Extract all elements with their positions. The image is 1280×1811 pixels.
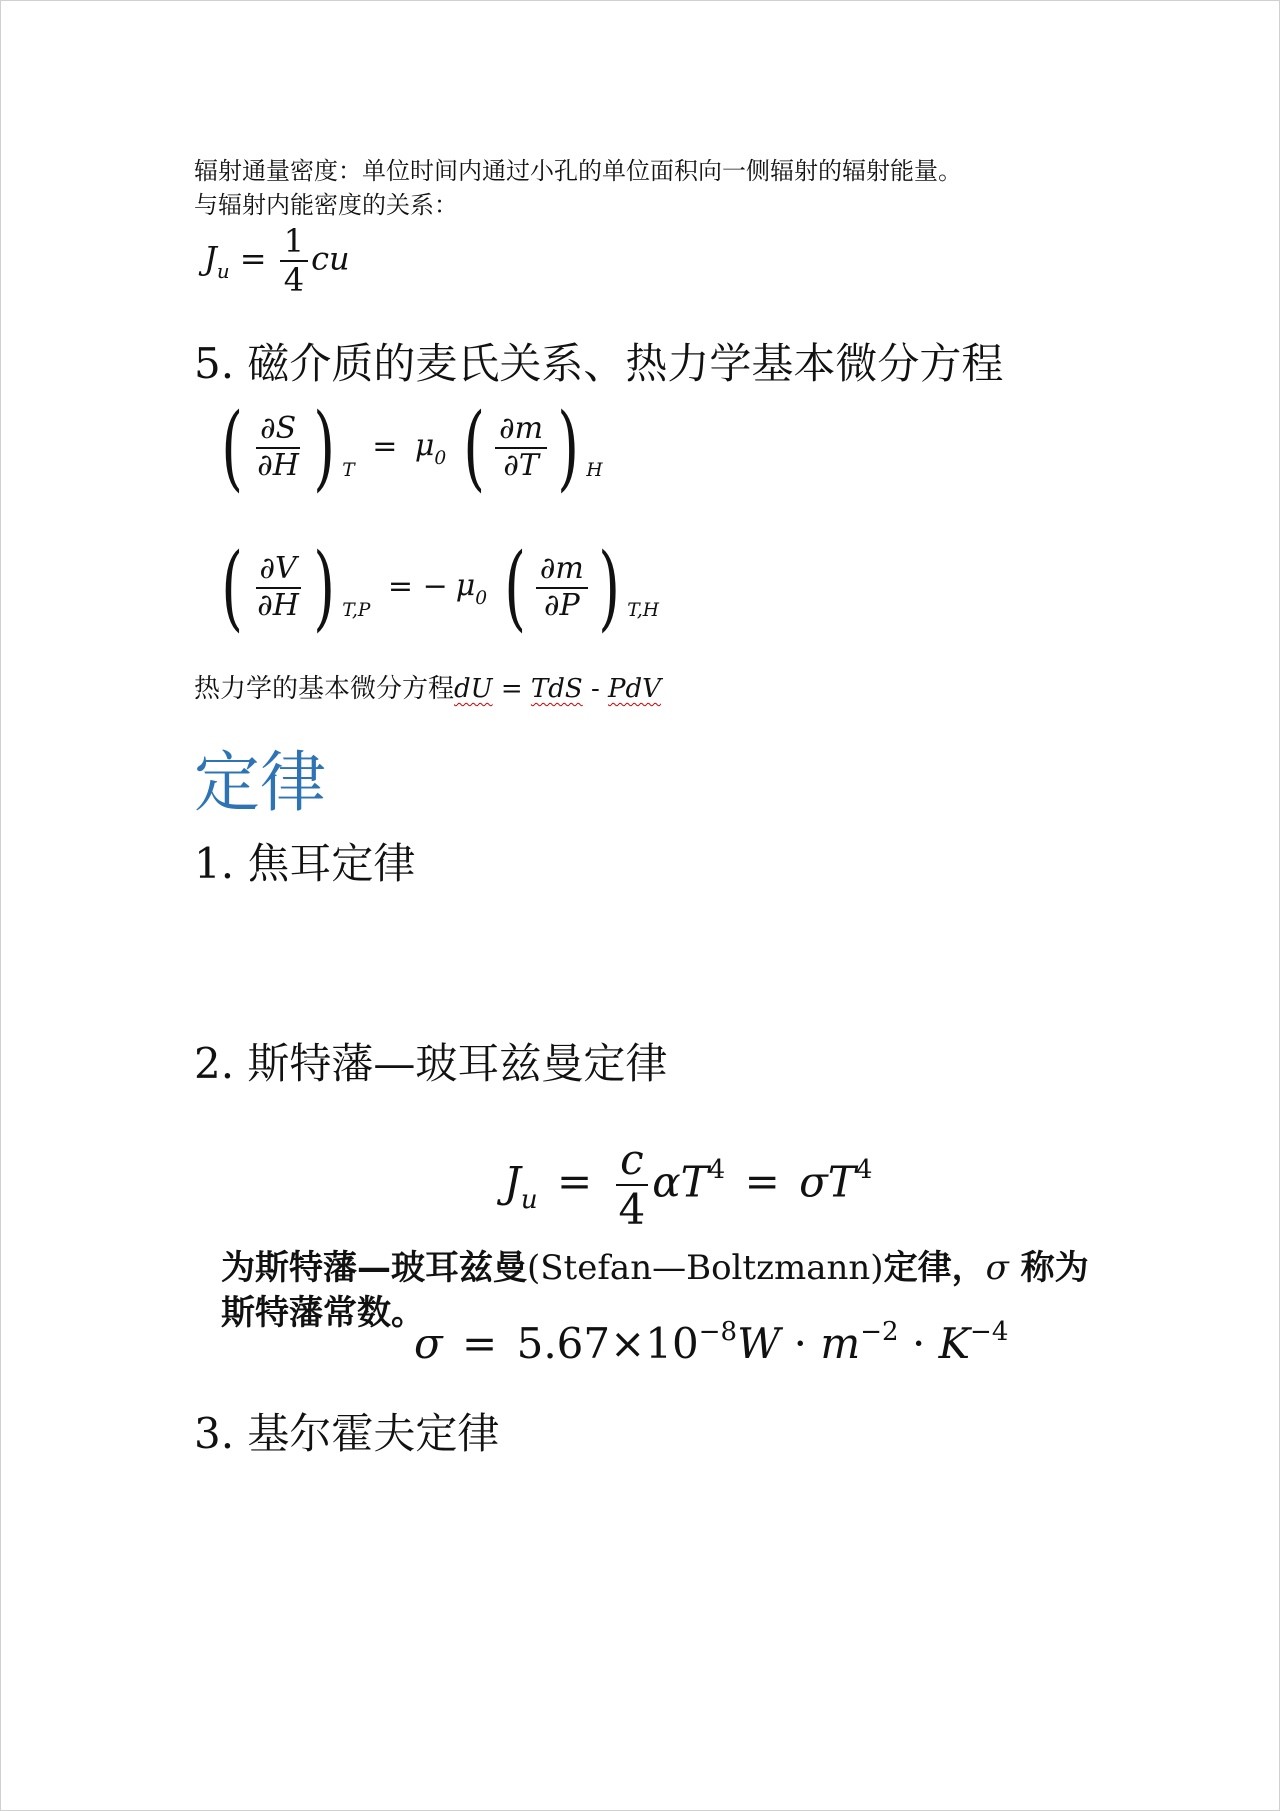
sigma-t-term: σT xyxy=(799,1157,856,1207)
numerator: ∂m xyxy=(536,552,588,589)
eq-lhs: J xyxy=(504,1157,521,1207)
denominator: ∂H xyxy=(257,447,299,483)
sigma-value: 5.67×10 xyxy=(516,1319,699,1368)
left-derivative: ( $\frac{\partial V}{\partial H}$ ) xyxy=(221,533,336,641)
maxwell-relation-1 xyxy=(214,393,603,501)
hold-constant-sub: T xyxy=(342,459,355,481)
left-derivative: ( $\frac{\partial S}{\partial H}$ ) xyxy=(221,393,336,501)
stefan-constant-equation xyxy=(414,1316,1009,1368)
alpha-t-term: αT xyxy=(652,1157,709,1207)
text-part: 为斯特藩—玻耳兹曼 xyxy=(221,1248,527,1288)
stefan-boltzmann-description-line-1 xyxy=(221,1246,1089,1290)
relation-intro-text: 与辐射内能密度的关系： xyxy=(194,191,458,219)
eq-equals: = xyxy=(372,428,398,464)
english-name: (Stefan—Boltzmann) xyxy=(527,1248,884,1288)
tds-term: TdS xyxy=(530,674,583,704)
fundamental-equation-line xyxy=(194,673,661,705)
unit-m: m xyxy=(820,1319,861,1368)
eq-equals: = xyxy=(556,1157,593,1207)
m-exponent: −2 xyxy=(860,1316,899,1347)
law-3-heading: 3. 基尔霍夫定律 xyxy=(194,1409,500,1458)
eq-equals-2: = xyxy=(744,1157,780,1207)
law-1-heading: 1. 焦耳定律 xyxy=(194,839,416,888)
denominator: ∂T xyxy=(503,447,539,483)
maxwell-relation-2 xyxy=(214,533,659,641)
text-part: 称为 xyxy=(1008,1248,1089,1288)
mu-coefficient: μ xyxy=(455,568,476,604)
text-part: 定律， xyxy=(883,1248,986,1288)
hold-constant-sub: T,P xyxy=(342,599,371,621)
fraction-denominator: 4 xyxy=(618,1185,646,1235)
fraction-denominator: 4 xyxy=(283,260,305,299)
unit-w: W xyxy=(737,1319,781,1368)
eq-lhs: J xyxy=(204,239,217,278)
eq-equals: = − xyxy=(387,568,448,604)
fraction-numerator: 1 xyxy=(280,223,308,262)
denominator: ∂H xyxy=(257,587,299,623)
stefan-boltzmann-description-line-2: 斯特藩常数。 xyxy=(221,1293,425,1333)
c-over-4-fraction xyxy=(615,1136,650,1235)
mu-sub: 0 xyxy=(475,587,488,609)
alpha-t-exponent: 4 xyxy=(708,1155,726,1186)
eq-lhs-sub: u xyxy=(216,260,230,284)
eq-rhs: cu xyxy=(311,239,350,278)
mu-coefficient: μ xyxy=(414,428,435,464)
dot-operator: · xyxy=(911,1319,926,1368)
denominator: ∂P xyxy=(544,587,580,623)
pdv-term: PdV xyxy=(608,674,661,704)
stefan-boltzmann-equation xyxy=(504,1136,872,1235)
flux-definition-text: 辐射通量密度：单位时间内通过小孔的单位面积向一侧辐射的辐射能量。 xyxy=(194,157,962,185)
unit-k: K xyxy=(938,1319,971,1368)
numerator: ∂m xyxy=(495,412,547,449)
du-term: dU xyxy=(454,674,493,704)
eq-fraction xyxy=(280,223,308,299)
eq-equals: = xyxy=(462,1319,498,1368)
sigma-t-exponent: 4 xyxy=(855,1155,873,1186)
minus-sign: - xyxy=(582,674,609,704)
fundamental-label: 热力学的基本微分方程 xyxy=(194,674,455,704)
derivative-fraction xyxy=(536,552,588,623)
numerator: ∂S xyxy=(256,412,300,449)
mu-sub: 0 xyxy=(434,447,447,469)
value-exponent: −8 xyxy=(698,1316,738,1347)
sigma-symbol: σ xyxy=(985,1248,1009,1288)
section-5-heading: 5. 磁介质的麦氏关系、热力学基本微分方程 xyxy=(194,339,1004,388)
dot-operator: · xyxy=(793,1319,808,1368)
flux-equation xyxy=(204,223,350,299)
hold-constant-sub: H xyxy=(586,459,603,481)
derivative-fraction xyxy=(253,412,303,483)
law-2-heading: 2. 斯特藩—玻耳兹曼定律 xyxy=(194,1039,668,1088)
eq-sign: = xyxy=(492,674,531,704)
numerator: ∂V xyxy=(256,552,301,589)
fraction-numerator: c xyxy=(616,1136,648,1186)
eq-lhs-sub: u xyxy=(520,1185,538,1215)
sigma-symbol: σ xyxy=(414,1319,443,1368)
hold-constant-sub: T,H xyxy=(627,599,659,621)
right-derivative: ( $\frac{\partial m}{\partial P}$ ) xyxy=(503,533,620,641)
laws-heading: 定律 xyxy=(194,744,326,821)
derivative-fraction xyxy=(253,552,303,623)
derivative-fraction xyxy=(495,412,547,483)
right-derivative: ( $\frac{\partial m}{\partial T}$ ) xyxy=(463,393,580,501)
k-exponent: −4 xyxy=(970,1316,1009,1347)
eq-equals: = xyxy=(239,239,267,278)
